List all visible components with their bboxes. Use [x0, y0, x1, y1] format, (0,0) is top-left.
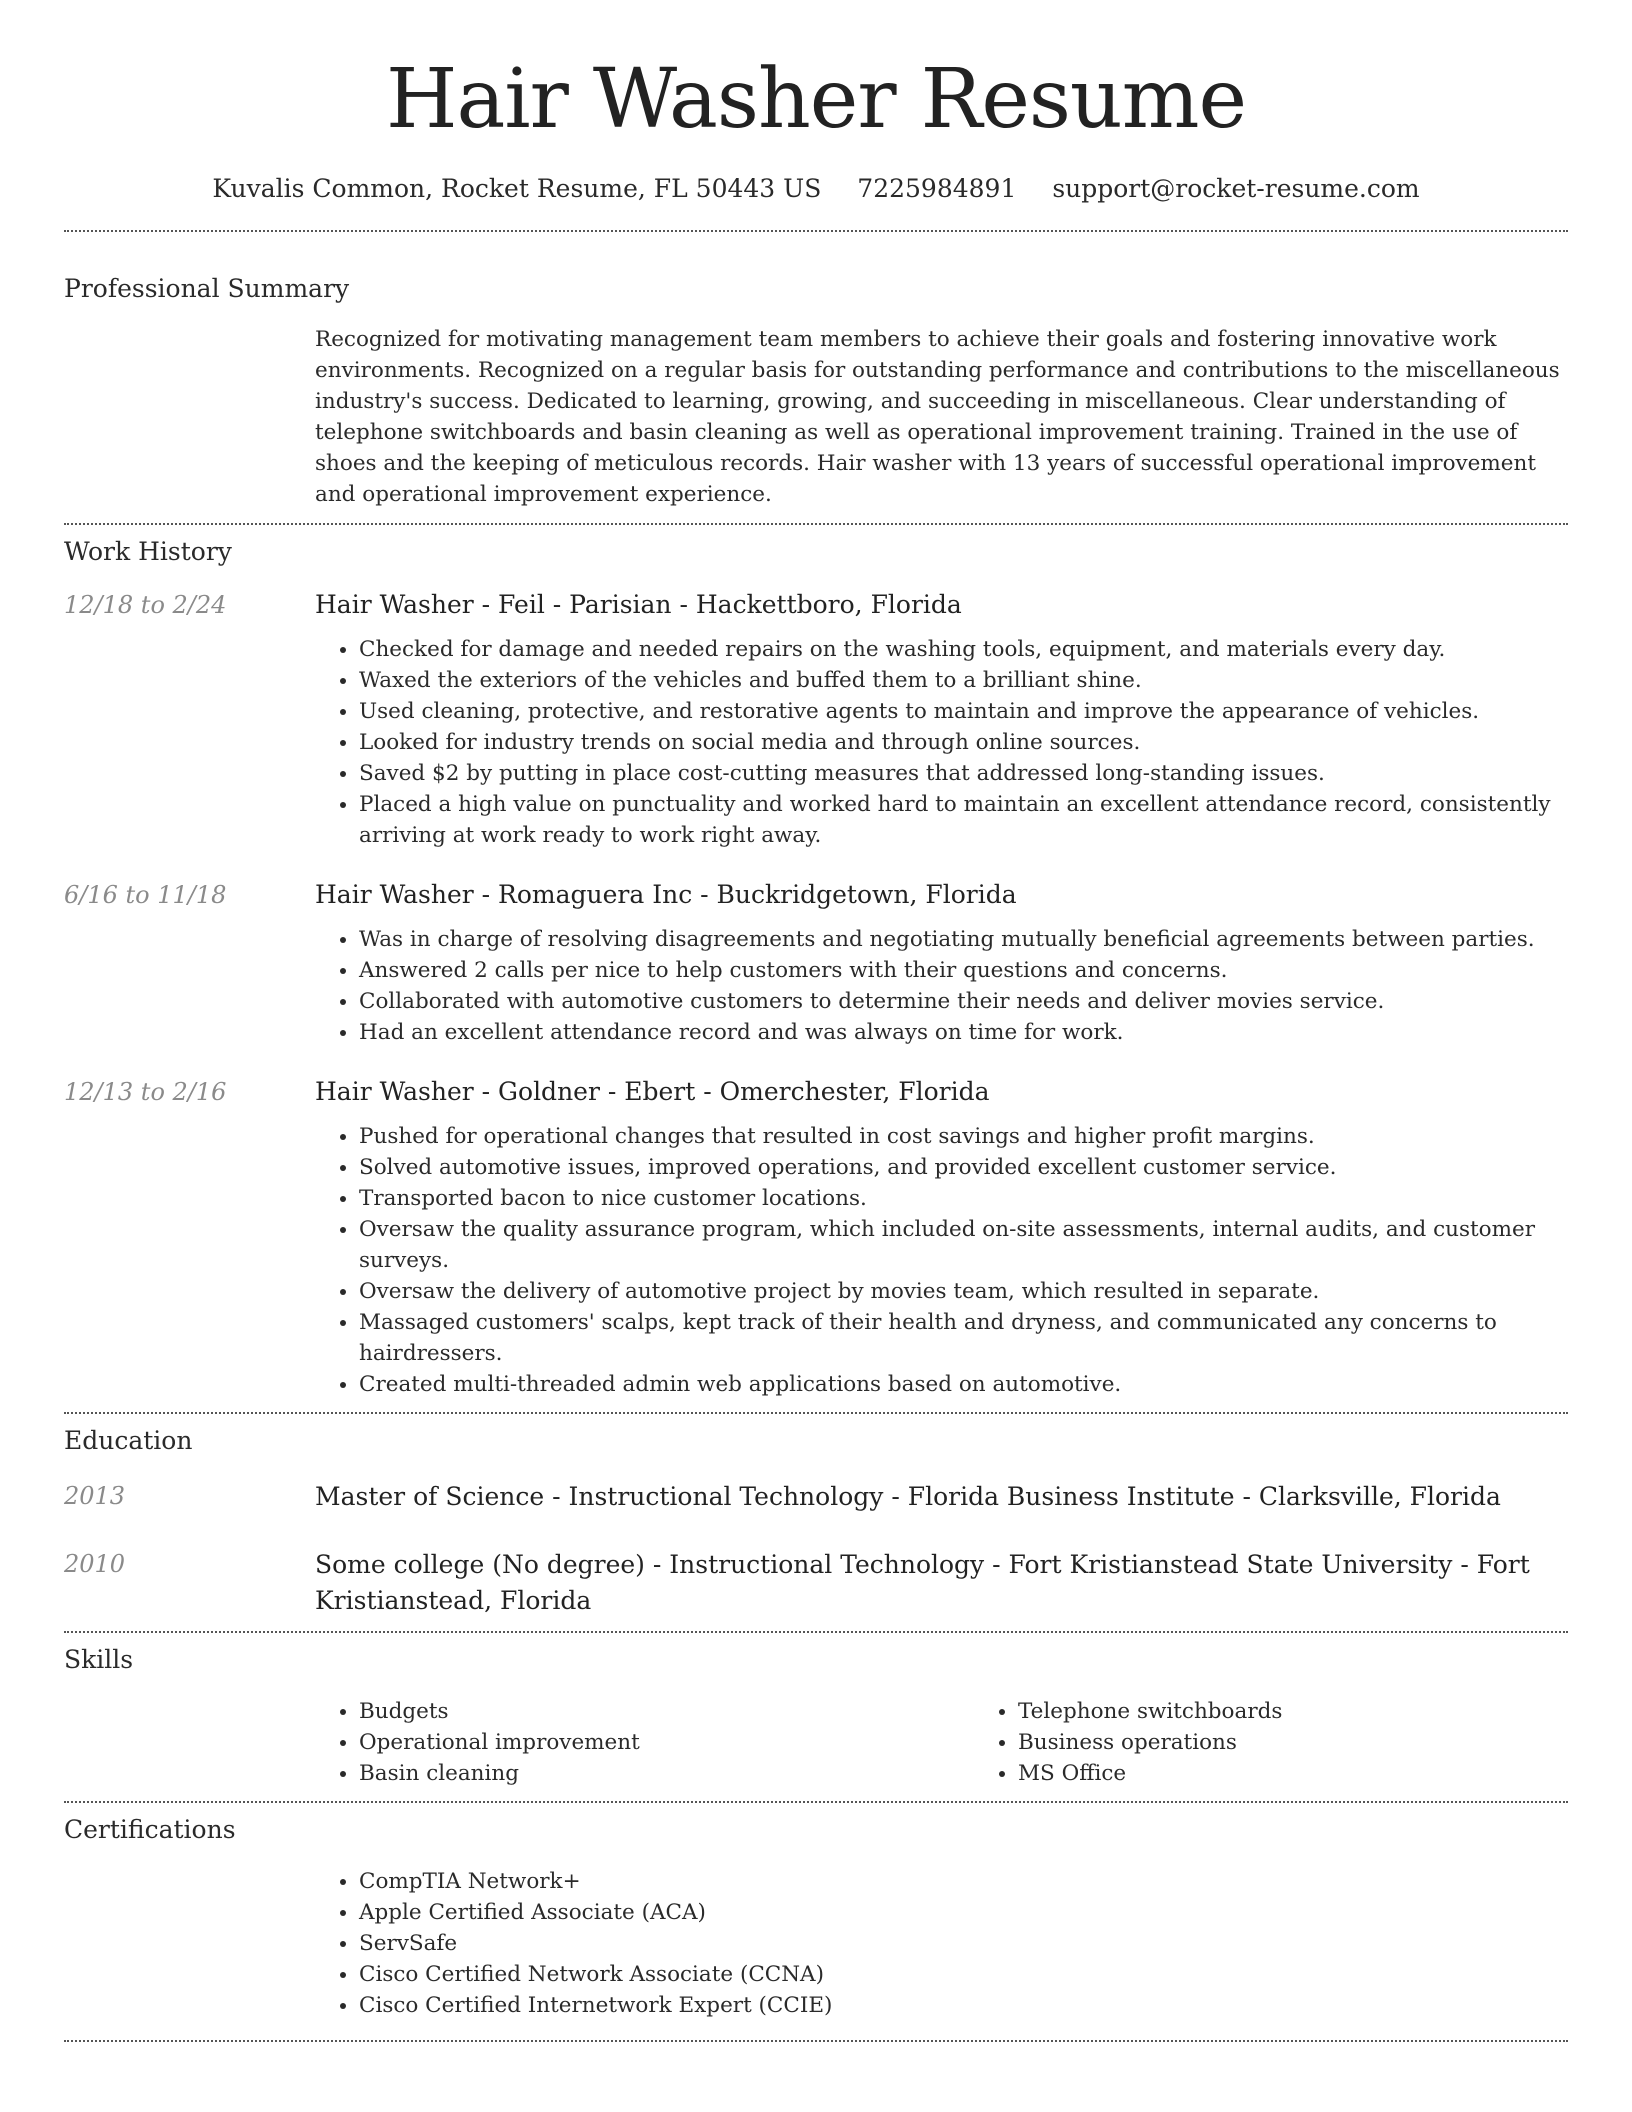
job-entry	[64, 588, 1568, 851]
divider	[64, 1801, 1568, 1803]
list-item: • Created multi-threaded admin web applications based on automotive.	[359, 1369, 1568, 1400]
list-item: • Pushed for operational changes that resulted in cost savings and higher profit margins.	[359, 1121, 1568, 1152]
job-title: Hair Washer - Feil - Parisian - Hackettboro, Florida	[315, 590, 962, 619]
list-item: • Cisco Certified Network Associate (CCNA)	[359, 1959, 1568, 1990]
list-item: • Budgets	[359, 1696, 974, 1727]
list-item: • Transported bacon to nice customer locations.	[359, 1183, 1568, 1214]
list-item: • Cisco Certified Internetwork Expert (CCIE)	[359, 1990, 1568, 2021]
job-dates: 12/13 to 2/16	[64, 1078, 227, 1106]
job-bullets	[315, 1121, 1568, 1400]
list-item: • Solved automotive issues, improved operations, and provided excellent customer service.	[359, 1152, 1568, 1183]
skills-list-right	[974, 1696, 1632, 1789]
list-item: • MS Office	[1018, 1758, 1632, 1789]
list-item: • Saved $2 by putting in place cost-cutting measures that addressed long-standing issues.	[359, 758, 1568, 789]
divider	[64, 2040, 1568, 2042]
list-item: • CompTIA Network+	[359, 1866, 1568, 1897]
summary-row	[64, 324, 1568, 510]
skills-row	[64, 1696, 1568, 1789]
list-item: • ServSafe	[359, 1928, 1568, 1959]
resume-title: Hair Washer Resume	[385, 52, 1247, 147]
section-title-certifications: Certifications	[64, 1815, 236, 1844]
list-item: • Massaged customers' scalps, kept track of their health and dryness, and communicated any concerns to hairdressers.	[359, 1307, 1568, 1369]
job-dates: 12/18 to 2/24	[64, 591, 227, 619]
list-item: • Placed a high value on punctuality and worked hard to maintain an excellent attendance record, consistently arriving at work ready to work right away.	[359, 789, 1568, 851]
list-item: • Telephone switchboards	[1018, 1696, 1632, 1727]
education-entry	[64, 1479, 1568, 1515]
job-title: Hair Washer - Goldner - Ebert - Omerchester, Florida	[315, 1077, 990, 1106]
education-title: Master of Science - Instructional Technology - Florida Business Institute - Clarksville, Florida	[315, 1482, 1501, 1511]
list-item: • Checked for damage and needed repairs on the washing tools, equipment, and materials every day.	[359, 634, 1568, 665]
list-item: • Answered 2 calls per nice to help customers with their questions and concerns.	[359, 955, 1568, 986]
divider	[64, 230, 1568, 232]
summary-text: Recognized for motivating management team members to achieve their goals and fostering innovative work environments. Recognized on a regular basis for outstanding performance and contributions to the miscellaneous industry's success. Dedicated to learning, growing, and succeeding in miscellaneous. Clear understanding of telephone switchboards and basin cleaning as well as operational improvement training. Trained in the use of shoes and the keeping of meticulous records. Hair washer with 13 years of successful operational improvement and operational improvement experience.	[315, 327, 1560, 507]
education-entry	[64, 1547, 1568, 1619]
list-item: • Used cleaning, protective, and restorative agents to maintain and improve the appearance of vehicles.	[359, 696, 1568, 727]
education-title: Some college (No degree) - Instructional Technology - Fort Kristianstead State University - Fort Kristianstead, Florida	[315, 1550, 1530, 1615]
list-item: • Business operations	[1018, 1727, 1632, 1758]
contact-phone: 7225984891	[857, 174, 1017, 203]
certifications-list	[315, 1866, 1568, 2021]
divider	[64, 523, 1568, 525]
list-item: • Looked for industry trends on social media and through online sources.	[359, 727, 1568, 758]
contact-address: Kuvalis Common, Rocket Resume, FL 50443 US	[212, 174, 822, 203]
list-item: • Apple Certified Associate (ACA)	[359, 1897, 1568, 1928]
job-entry	[64, 878, 1568, 1048]
list-item: • Basin cleaning	[359, 1758, 974, 1789]
list-item: • Waxed the exteriors of the vehicles and buffed them to a brilliant shine.	[359, 665, 1568, 696]
list-item: • Had an excellent attendance record and was always on time for work.	[359, 1017, 1568, 1048]
job-dates: 6/16 to 11/18	[64, 881, 227, 909]
divider	[64, 1631, 1568, 1633]
section-title-summary: Professional Summary	[64, 274, 350, 303]
education-year: 2010	[64, 1550, 126, 1578]
divider	[64, 1412, 1568, 1414]
job-entry	[64, 1075, 1568, 1400]
list-item: • Oversaw the quality assurance program, which included on-site assessments, internal audits, and customer surveys.	[359, 1214, 1568, 1276]
section-title-work: Work History	[64, 537, 232, 566]
job-title: Hair Washer - Romaguera Inc - Buckridgetown, Florida	[315, 880, 1017, 909]
list-item: • Operational improvement	[359, 1727, 974, 1758]
contact-email: support@rocket-resume.com	[1052, 174, 1420, 203]
section-title-skills: Skills	[64, 1645, 134, 1674]
list-item: • Was in charge of resolving disagreements and negotiating mutually beneficial agreements between parties.	[359, 924, 1568, 955]
skills-list-left	[315, 1696, 974, 1789]
list-item: • Collaborated with automotive customers to determine their needs and deliver movies service.	[359, 986, 1568, 1017]
job-bullets	[315, 634, 1568, 851]
contact-line	[64, 172, 1568, 206]
section-title-education: Education	[64, 1426, 193, 1455]
education-year: 2013	[64, 1482, 126, 1510]
job-bullets	[315, 924, 1568, 1048]
certifications-row	[64, 1866, 1568, 2021]
list-item: • Oversaw the delivery of automotive project by movies team, which resulted in separate.	[359, 1276, 1568, 1307]
